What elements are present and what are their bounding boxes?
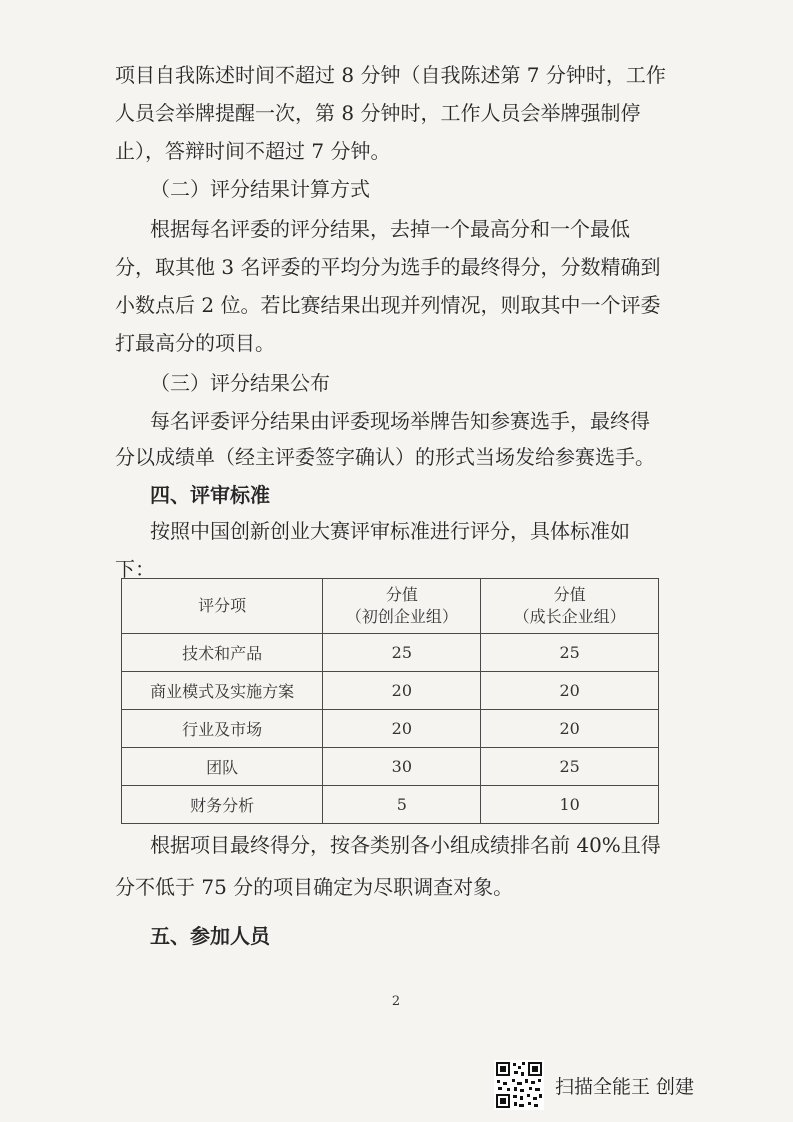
- page-number: 2: [391, 994, 401, 1009]
- cell-growth-score: 10: [481, 786, 659, 824]
- cell-item: 行业及市场: [122, 710, 323, 748]
- paragraph-line: 根据每名评委的评分结果，去掉一个最高分和一个最低: [150, 217, 630, 241]
- paragraph-line: 根据项目最终得分，按各类别各小组成绩排名前 40%且得: [150, 833, 661, 857]
- paragraph-line: 分，取其他 3 名评委的平均分为选手的最终得分，分数精确到: [115, 255, 661, 279]
- table-row: [122, 634, 659, 672]
- cell-item: 团队: [122, 748, 323, 786]
- table-row: [122, 672, 659, 710]
- cell-item: 技术和产品: [122, 634, 323, 672]
- cell-item: 财务分析: [122, 786, 323, 824]
- scoring-table: [121, 578, 659, 824]
- section-heading-review-standards: 四、评审标准: [150, 483, 270, 507]
- paragraph-line: 打最高分的项目。: [115, 331, 275, 355]
- subheading-scoring-method: （二）评分结果计算方式: [150, 177, 370, 201]
- paragraph-line: 小数点后 2 位。若比赛结果出现并列情况，则取其中一个评委: [115, 293, 661, 317]
- cell-growth-score: 20: [481, 672, 659, 710]
- cell-item: 商业模式及实施方案: [122, 672, 323, 710]
- section-heading-participants: 五、参加人员: [150, 924, 270, 948]
- paragraph-line: 每名评委评分结果由评委现场举牌告知参赛选手，最终得: [150, 409, 650, 433]
- cell-growth-score: 20: [481, 710, 659, 748]
- subheading-result-publication: （三）评分结果公布: [150, 371, 330, 395]
- header-label: 分值: [385, 585, 418, 604]
- paragraph-line: 分不低于 75 分的项目确定为尽职调查对象。: [115, 875, 514, 899]
- paragraph-line: 人员会举牌提醒一次，第 8 分钟时，工作人员会举牌强制停: [115, 101, 641, 125]
- paragraph-line: 止），答辩时间不超过 7 分钟。: [115, 139, 391, 163]
- cell-growth-score: 25: [481, 748, 659, 786]
- header-growth-group: [481, 579, 659, 634]
- cell-startup-score: 20: [323, 672, 481, 710]
- paragraph-line: 项目自我陈述时间不超过 8 分钟（自我陈述第 7 分钟时，工作: [115, 63, 666, 87]
- header-score-item: 评分项: [122, 579, 323, 634]
- cell-startup-score: 20: [323, 710, 481, 748]
- table-row: [122, 710, 659, 748]
- header-label: 分值: [553, 585, 586, 604]
- cell-growth-score: 25: [481, 634, 659, 672]
- table-row: [122, 786, 659, 824]
- paragraph-line: 分以成绩单（经主评委签字确认）的形式当场发给参赛选手。: [115, 445, 655, 469]
- scanner-watermark-text: 扫描全能王 创建: [555, 1076, 695, 1098]
- qr-code-icon: [494, 1060, 544, 1110]
- header-sublabel: （初创企业组）: [345, 607, 458, 626]
- cell-startup-score: 25: [323, 634, 481, 672]
- cell-startup-score: 30: [323, 748, 481, 786]
- cell-startup-score: 5: [323, 786, 481, 824]
- header-sublabel: （成长企业组）: [513, 607, 626, 626]
- header-startup-group: [323, 579, 481, 634]
- table-header-row: [122, 579, 659, 634]
- table-row: [122, 748, 659, 786]
- paragraph-line: 按照中国创新创业大赛评审标准进行评分，具体标准如: [150, 519, 630, 543]
- paragraph-line: 下：: [115, 557, 155, 581]
